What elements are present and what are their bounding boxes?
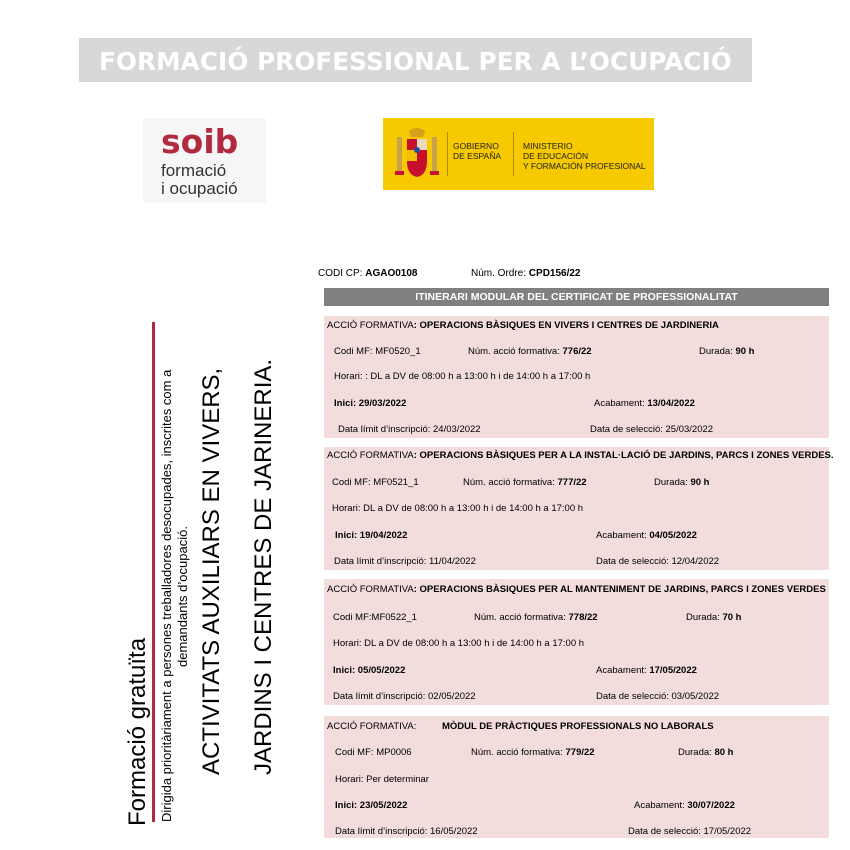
- ministry-line2: DE EDUCACIÓN: [523, 151, 589, 161]
- inici: Inici: 29/03/2022: [334, 398, 407, 409]
- inici: Inici: 19/04/2022: [335, 530, 408, 541]
- codi-mf: Codi MF: MF0521_1: [332, 477, 419, 488]
- durada: Durada: 90 h: [699, 346, 755, 357]
- module-card: [324, 316, 829, 438]
- banner-title: FORMACIÓ PROFESSIONAL PER A L’OCUPACIÓ: [99, 47, 732, 76]
- horari: Horari: : DL a DV de 08:00 h a 13:00 h i de 14:00 h a 17:00 h: [334, 371, 591, 382]
- data-seleccio: Data de selecció: 17/05/2022: [628, 826, 752, 837]
- data-seleccio: Data de selecció: 25/03/2022: [590, 424, 714, 435]
- horari: Horari: DL a DV de 08:00 h a 13:00 h i de 14:00 h a 17:00 h: [332, 503, 584, 514]
- accio-formativa-title: MÒDUL DE PRÀCTIQUES PROFESSIONALS NO LABORALS: [442, 721, 714, 732]
- num-ordre: [471, 268, 581, 279]
- soib-logo-line2: i ocupació: [161, 179, 238, 198]
- soib-logo: [143, 118, 266, 203]
- target-line1: Dirigida prioritàriament a persones treballadores desocupades, inscrites com a: [159, 369, 174, 822]
- acabament: Acabament: 04/05/2022: [596, 530, 697, 541]
- course-title-line2: JARDINS I CENTRES DE JARINERIA.: [250, 358, 277, 775]
- data-limit: Data límit d’inscripció: 02/05/2022: [333, 691, 476, 702]
- itinerari-header: [324, 288, 829, 306]
- accent-divider: [152, 322, 155, 822]
- gobierno-logo: [383, 118, 654, 190]
- accio-formativa: ACCIÓ FORMATIVA: OPERACIONS BÀSIQUES PER AL MANTENIMENT DE JARDINS, PARCS I ZONES VERDES: [327, 584, 826, 595]
- codi-cp-label: CODI CP:: [318, 268, 363, 279]
- acabament: Acabament: 30/07/2022: [634, 800, 735, 811]
- data-seleccio: Data de selecció: 12/04/2022: [596, 556, 720, 567]
- num-ordre-label: Núm. Ordre:: [471, 268, 527, 279]
- module-card: [324, 716, 829, 838]
- logo-divider: [513, 132, 514, 176]
- course-title-line1: ACTIVITATS AUXILIARS EN VIVERS,: [198, 367, 225, 775]
- data-seleccio: Data de selecció: 03/05/2022: [596, 691, 720, 702]
- target-line2: demandants d’ocupació.: [175, 526, 190, 667]
- horari: Horari: DL a DV de 08:00 h a 13:00 h i de 14:00 h a 17:00 h: [333, 638, 585, 649]
- module-card: [324, 579, 829, 705]
- acabament: Acabament: 17/05/2022: [596, 665, 697, 676]
- ministry-line1: MINISTERIO: [523, 141, 573, 151]
- logo-divider: [447, 132, 448, 176]
- target-audience-text: [159, 322, 191, 822]
- module-card: [324, 447, 834, 570]
- ministry-text: [523, 141, 646, 171]
- itinerari-title: ITINERARI MODULAR DEL CERTIFICAT DE PROFESSIONALITAT: [415, 291, 738, 303]
- codi-mf: Codi MF: MP0006: [335, 747, 412, 758]
- inici: Inici: 05/05/2022: [333, 665, 406, 676]
- num-accio: Núm. acció formativa: 776/22: [468, 346, 592, 357]
- durada: Durada: 70 h: [686, 612, 742, 623]
- codi-cp-value: AGAO0108: [365, 268, 418, 279]
- accio-formativa: ACCIÓ FORMATIVA: OPERACIONS BÀSIQUES EN VIVERS I CENTRES DE JARDINERIA: [327, 320, 719, 331]
- soib-logo-line1: formació: [161, 161, 227, 180]
- accio-formativa: ACCIÓ FORMATIVA: OPERACIONS BÀSIQUES PER A LA INSTAL·LACIÓ DE JARDINS, PARCS I ZONES VERDES.: [327, 450, 834, 461]
- data-limit: Data límit d’inscripció: 16/05/2022: [335, 826, 478, 837]
- num-accio: Núm. acció formativa: 778/22: [474, 612, 598, 623]
- soib-logo-name: soib: [161, 122, 239, 161]
- gobierno-line2: DE ESPAÑA: [453, 151, 502, 161]
- num-accio: Núm. acció formativa: 777/22: [463, 477, 587, 488]
- free-training-title: Formació gratuïta: [124, 637, 151, 826]
- codi-mf: Codi MF: MF0520_1: [334, 346, 421, 357]
- gobierno-line1: GOBIERNO: [453, 141, 499, 151]
- acabament: Acabament: 13/04/2022: [594, 398, 695, 409]
- horari: Horari: Per determinar: [335, 774, 429, 785]
- durada: Durada: 90 h: [654, 477, 710, 488]
- data-limit: Data límit d’inscripció: 24/03/2022: [338, 424, 481, 435]
- codi-cp: [318, 268, 417, 279]
- banner: [79, 38, 752, 82]
- accio-formativa-label: ACCIÓ FORMATIVA:: [327, 721, 417, 732]
- gobierno-text: [453, 141, 501, 161]
- ministry-line3: Y FORMACIÓN PROFESIONAL: [523, 161, 646, 171]
- codi-mf: Codi MF:MF0522_1: [333, 612, 417, 623]
- durada: Durada: 80 h: [678, 747, 734, 758]
- data-limit: Data límit d’inscripció: 11/04/2022: [334, 556, 476, 567]
- num-ordre-value: CPD156/22: [528, 268, 581, 279]
- num-accio: Núm. acció formativa: 779/22: [471, 747, 595, 758]
- inici: Inici: 23/05/2022: [335, 800, 408, 811]
- coat-of-arms-icon: [395, 127, 439, 181]
